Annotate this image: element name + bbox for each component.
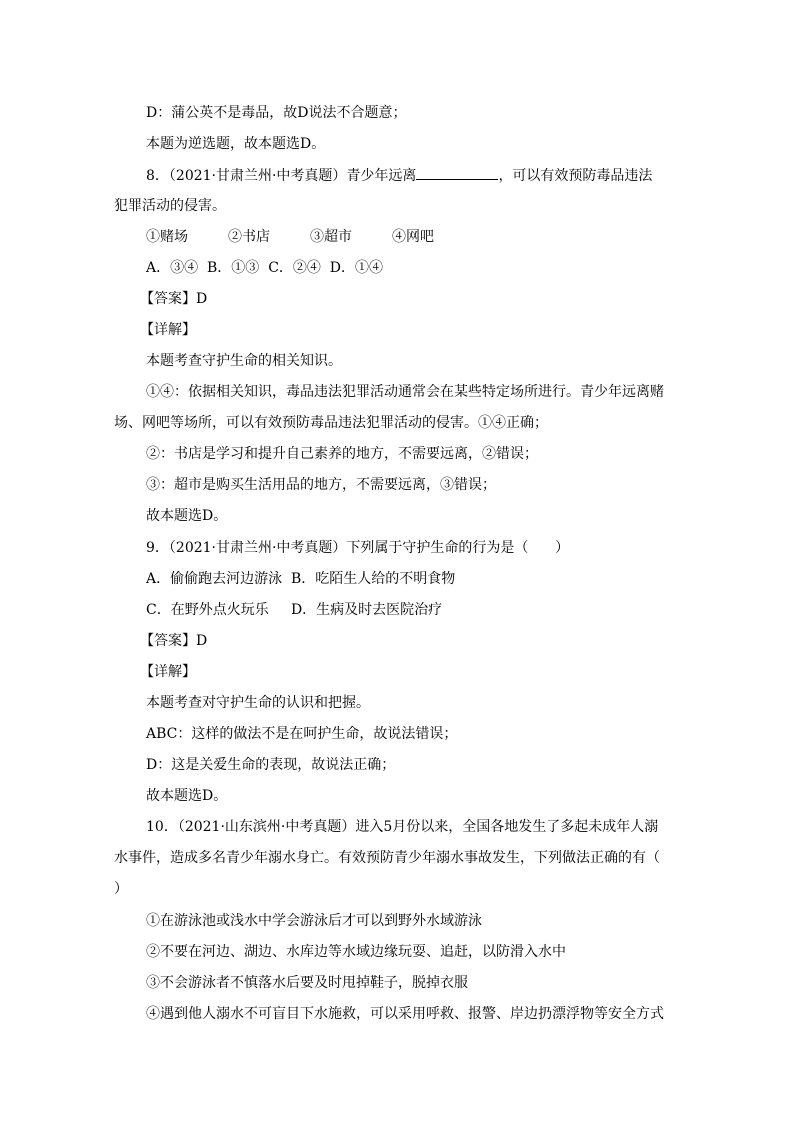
q8-stem-before: 8．（2021·甘肃兰州·中考真题）青少年远离 — [146, 168, 417, 184]
q8-stem-cont: 犯罪活动的侵害。 — [114, 198, 226, 214]
q8-explanation: ②：书店是学习和提升自己素养的地方，不需要远离，②错误； — [146, 446, 538, 462]
q8-items — [146, 227, 434, 247]
q8-item: ③超市 — [310, 229, 352, 245]
q8-stem-after: ，可以有效预防毒品违法 — [498, 168, 653, 184]
q8-item: ②书店 — [228, 229, 270, 245]
q10-item: ②不要在河边、湖边、水库边等水域边缘玩耍、追赶，以防滑入水中 — [146, 944, 566, 960]
q9-explanation: 本题考查对守护生命的认识和把握。 — [146, 695, 370, 711]
q9-explanation: D：这是关爱生命的表现，故说法正确； — [146, 757, 396, 773]
q9-answer: 【答案】D — [140, 633, 208, 649]
q9-detail-label: 【详解】 — [140, 664, 196, 680]
q10-stem: 10．（2021·山东滨州·中考真题）进入5月份以来，全国各地发生了多起未成年人溺 — [146, 819, 659, 835]
q9-explanation: ABC：这样的做法不是在呵护生命，故说法错误； — [146, 726, 458, 742]
q8-item: ①赌场 — [146, 229, 188, 245]
prev-d-line: D：蒲公英不是毒品，故D说法不合题意； — [146, 105, 407, 121]
q8-detail-label: 【详解】 — [140, 322, 196, 338]
q9-stem: 9．（2021·甘肃兰州·中考真题）下列属于守护生命的行为是（ ） — [146, 540, 570, 556]
q9-explanation: 故本题选D。 — [146, 788, 228, 804]
q10-item: ④遇到他人溺水不可盲目下水施救，可以采用呼救、报警、岸边扔漂浮物等安全方式 — [146, 1006, 664, 1022]
q8-explanation: ③：超市是购买生活用品的地方，不需要远离，③错误； — [146, 477, 496, 493]
q10-stem: ） — [114, 881, 128, 897]
q8-blank — [416, 165, 498, 180]
q10-item: ①在游泳池或浅水中学会游泳后才可以到野外水域游泳 — [146, 913, 482, 929]
q9-options-2: C．在野外点火玩乐 D．生病及时去医院治疗 — [146, 602, 443, 618]
q9-options-1: A．偷偷跑去河边游泳 B．吃陌生人给的不明食物 — [146, 571, 456, 587]
q10-stem: 水事件，造成多名青少年溺水身亡。有效预防青少年溺水事故发生，下列做法正确的有（ — [114, 850, 660, 866]
prev-conclusion: 本题为逆选题，故本题选D。 — [146, 136, 326, 152]
q10-item: ③不会游泳者不慎落水后要及时甩掉鞋子，脱掉衣服 — [146, 975, 468, 991]
q8-explanation: 本题考查守护生命的相关知识。 — [146, 353, 342, 369]
q8-item: ④网吧 — [392, 229, 434, 245]
q8-explanation: ①④：依据相关知识，毒品违法犯罪活动通常会在某些特定场所进行。青少年远离赌 — [146, 384, 664, 400]
q8-explanation: 故本题选D。 — [146, 508, 228, 524]
q8-explanation: 场、网吧等场所，可以有效预防毒品违法犯罪活动的侵害。①④正确； — [114, 415, 548, 431]
q8-stem — [146, 165, 652, 186]
q8-options: A．③④ B．①③ C．②④ D．①④ — [146, 260, 384, 276]
q8-answer: 【答案】D — [140, 291, 208, 307]
